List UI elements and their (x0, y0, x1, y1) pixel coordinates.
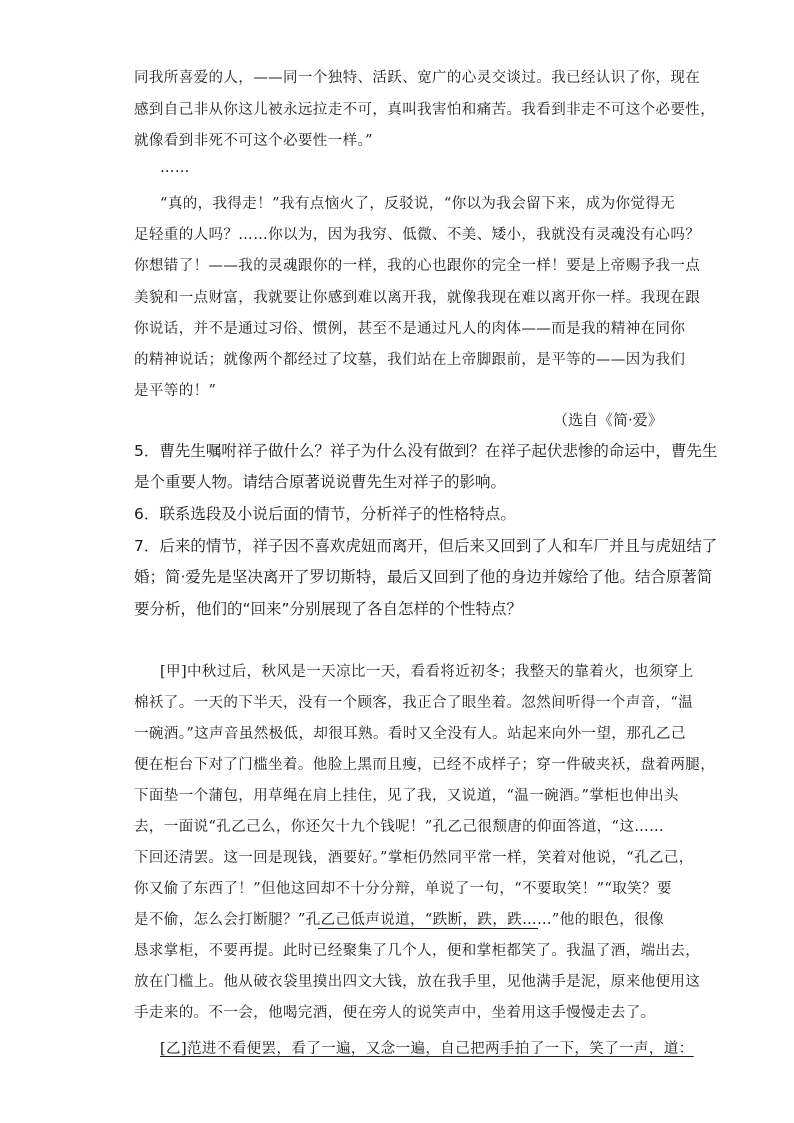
passage2-line: 下面垫一个蒲包，用草绳在肩上挂住，见了我，又说道，“温一碗酒。”掌柜也伸出头 (134, 788, 679, 804)
passage1-line: 你说话，并不是通过习俗、惯例，甚至不是通过凡人的肉体——而是我的精神在同你 (134, 321, 686, 337)
passage1-line: 感到自己非从你这儿被永远拉走不可，真叫我害怕和痛苦。我看到非走不可这个必要性， (134, 102, 716, 118)
passage1-line: 就像看到非死不可这个必要性一样。” (134, 133, 373, 149)
passage2-line: 下回还清罢。这一回是现钱，酒要好。”掌柜仍然同平常一样，笑着对他说，“孔乙己， (134, 850, 694, 866)
passage2-line: 你又偷了东西了！”但他这回却不十分分辩，单说了一句，“不要取笑！”“取笑？要 (134, 881, 672, 897)
passage2-line: 放在门槛上。他从破衣袋里摸出四文大钱，放在我手里，见他满手是泥，原来他便用这 (134, 974, 701, 990)
question-line: 7．后来的情节，祥子因不喜欢虎妞而离开，但后来又回到了人和车厂并且与虎妞结了 (134, 537, 718, 555)
passage1-line: 你想错了！——我的灵魂跟你的一样，我的心也跟你的完全一样！要是上帝赐予我一点 (134, 258, 701, 274)
passage1-line: 同我所喜爱的人，——同一个独特、活跃、宽广的心灵交谈过。我已经认识了你，现在 (134, 70, 701, 86)
passage1-line: 足轻重的人吗？……你以为，因为我穷、低微、不美、矮小，我就没有灵魂没有心吗？ (134, 227, 701, 243)
question-line: 是个重要人物。请结合原著说说曹先生对祥子的影响。 (134, 473, 507, 491)
underline-mark (318, 928, 538, 929)
passage2-line: 一碗酒。”这声音虽然极低，却很耳熟。看时又全没有人。站起来向外一望，那孔乙己 (134, 726, 686, 742)
passage2-line: [甲]中秋过后，秋风是一天凉比一天，看看将近初冬；我整天的靠着火，也须穿上 (160, 664, 694, 680)
passage1-line: “真的，我得走！”我有点恼火了，反驳说，“你以为我会留下来，成为你觉得无 (160, 196, 676, 212)
passage1-source: （选自《简·爱》 (553, 411, 663, 429)
passage2-line: 恳求掌柜，不要再提。此时已经聚集了几个人，便和掌柜都笑了。我温了酒，端出去， (134, 943, 701, 959)
passage1-line: 是平等的！” (134, 383, 217, 399)
question-line: 5．曹先生嘱咐祥子做什么？祥子为什么没有做到？在祥子起伏悲惨的命运中，曹先生 (134, 442, 718, 460)
passage1-line: 美貌和一点财富，我就要让你感到难以离开我，就像我现在难以离开你一样。我现在跟 (134, 290, 701, 306)
passage2-line: 手走来的。不一会，他喝完酒，便在旁人的说笑声中，坐着用这手慢慢走去了。 (134, 1005, 656, 1021)
passage1-ellipsis: …… (160, 160, 190, 176)
question-line: 婚；简·爱先是坚决离开了罗切斯特，最后又回到了他的身边并嫁给了他。结合原著简 (134, 568, 713, 586)
passage1-line: 的精神说话；就像两个都经过了坟墓，我们站在上帝脚跟前，是平等的——因为我们 (134, 352, 686, 368)
question-line: 要分析，他们的“回来”分别展现了各自怎样的个性特点？ (134, 600, 523, 618)
passage2-line: 去，一面说“孔乙己么，你还欠十九个钱呢！”孔乙己很颓唐的仰面答道，“这…… (134, 819, 665, 835)
question-line: 6．联系选段及小说后面的情节，分析祥子的性格特点。 (134, 505, 516, 523)
passage2-line: 便在柜台下对了门槛坐着。他脸上黑而且瘦，已经不成样子；穿一件破夹袄，盘着两腿， (134, 757, 716, 773)
passage2-line: 棉袄了。一天的下半天，没有一个顾客，我正合了眼坐着。忽然间听得一个声音，“温 (134, 695, 694, 711)
passage2-line-yi: [乙]范进不看便罢，看了一遍，又念一遍，自己把两手拍了一下，笑了一声，道： (160, 1041, 694, 1057)
passage2-line-underlined: 是不偷，怎么会打断腿？”孔乙己低声说道，“跌断，跌，跌……”他的眼色，很像 (134, 912, 665, 928)
